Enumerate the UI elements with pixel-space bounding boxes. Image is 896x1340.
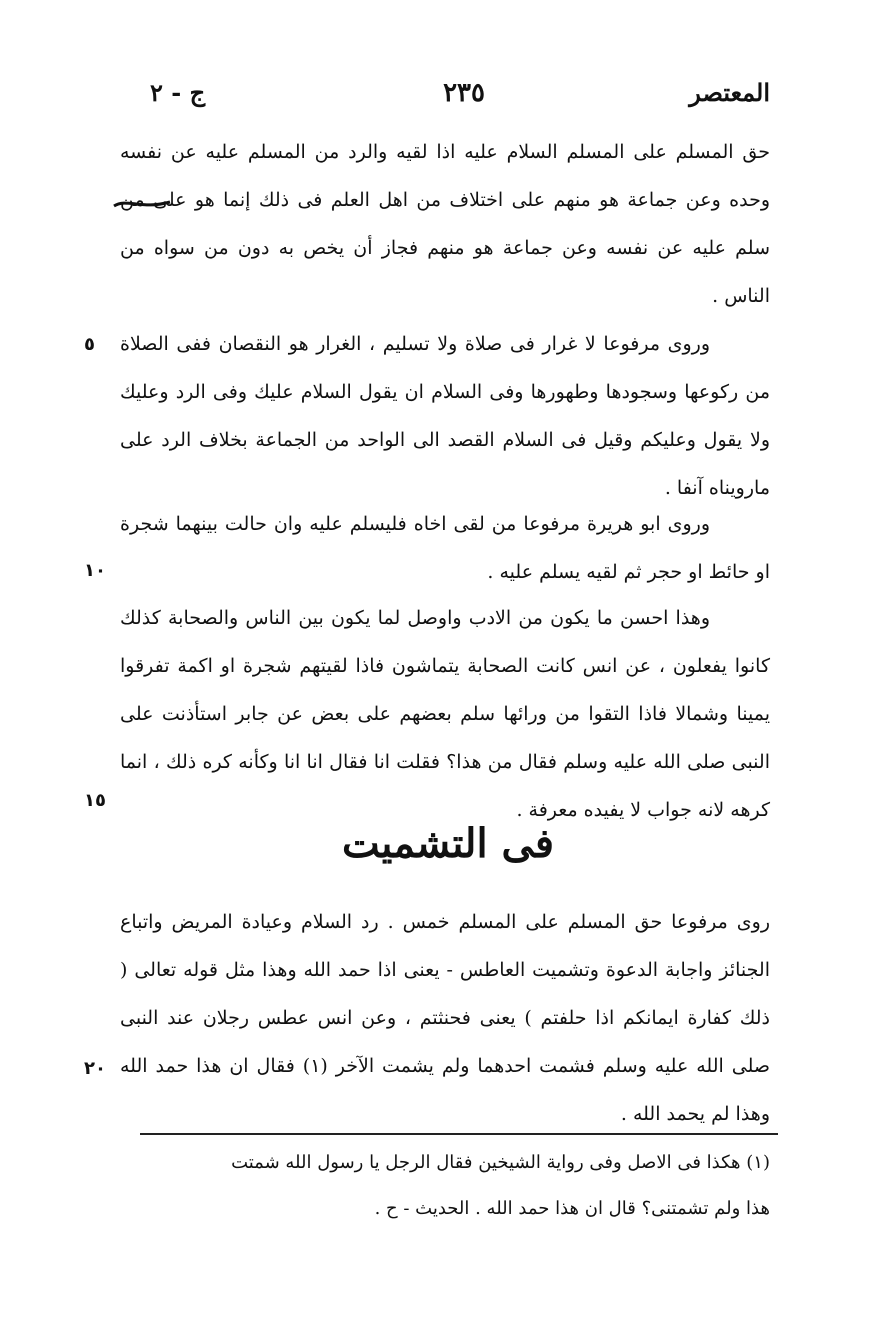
page-header bbox=[120, 78, 770, 118]
page-number: ٢٣٥ bbox=[443, 78, 485, 108]
paragraph-text: وهذا احسن ما يكون من الادب واوصل لما يكون بين الناس والصحابة كذلك كانوا يفعلون ، عن انس كانت الصحابة يتماشون فاذا لقيتهم شجرة او اكمة تفرقوا يمينا وشمالا فاذا التقوا من ورائها سلم بعضهم على بعض عن جابر استأذنت على النبى صلى الله عليه وسلم فقال من هذا؟ فقلت انا فقال انا انا وكأنه كره ذلك ، انما كرهه لانه جواب لا يفيده معرفة . bbox=[120, 607, 770, 821]
line-number-15: ١٥ bbox=[84, 790, 106, 811]
line-number-10: ١٠ bbox=[84, 560, 106, 581]
paragraph-text: روى مرفوعا حق المسلم على المسلم خمس . رد السلام وعيادة المريض واتباع الجنائز واجابة الدعوة وتشميت العاطس - يعنى اذا حمد الله وهذا مثل قوله تعالى ( ذلك كفارة ايمانكم اذا حلفتم ) يعنى فحنثتم ، وعن انس عطس رجلان عند النبى صلى الله عليه وسلم فشمت احدهما ولم يشمت الآخر (١) فقال ان هذا حمد الله وهذا لم يحمد الله . bbox=[120, 911, 770, 1125]
paragraph-text: وروى مرفوعا لا غرار فى صلاة ولا تسليم ، الغرار هو النقصان ففى الصلاة من ركوعها وسجودها وطهورها وفى السلام ان يقول السلام عليك وفى الرد وعليك ولا يقول وعليكم وقيل فى السلام القصد الى الواحد من الجماعة بخلاف الرد على مارويناه آنفا . bbox=[120, 333, 770, 499]
line-number-20: ٢٠ bbox=[84, 1058, 106, 1079]
paragraph-4 bbox=[120, 594, 770, 834]
paragraph-5 bbox=[120, 898, 770, 1138]
volume-label: ج - ٢ bbox=[150, 78, 206, 107]
footnote bbox=[120, 1140, 770, 1232]
paragraph-3 bbox=[120, 500, 770, 596]
book-title: المعتصر bbox=[689, 78, 770, 107]
footnote-divider bbox=[140, 1133, 778, 1135]
paragraph-2 bbox=[120, 320, 770, 512]
line-number-5: ٥ bbox=[84, 334, 95, 355]
paragraph-1 bbox=[120, 128, 770, 320]
section-heading: فى التشميت bbox=[342, 820, 554, 867]
paragraph-text: حق المسلم على المسلم السلام عليه اذا لقيه والرد من المسلم عليه عن نفسه وحده وعن جماعة هو منهم على اختلاف من اهل العلم فى ذلك إنما هو على من سلم عليه عن نفسه وعن جماعة هو منهم فجاز أن يخص به دون من سواه من الناس . bbox=[120, 141, 770, 307]
footnote-line-2: هذا ولم تشمتنى؟ قال ان هذا حمد الله . الحديث - ح . bbox=[374, 1198, 770, 1219]
paragraph-text: وروى ابو هريرة مرفوعا من لقى اخاه فليسلم عليه وان حالت بينهما شجرة او حائط او حجر ثم لقيه يسلم عليه . bbox=[120, 513, 770, 583]
footnote-line-1: (١) هكذا فى الاصل وفى رواية الشيخين فقال الرجل يا رسول الله شمتت bbox=[231, 1152, 770, 1173]
